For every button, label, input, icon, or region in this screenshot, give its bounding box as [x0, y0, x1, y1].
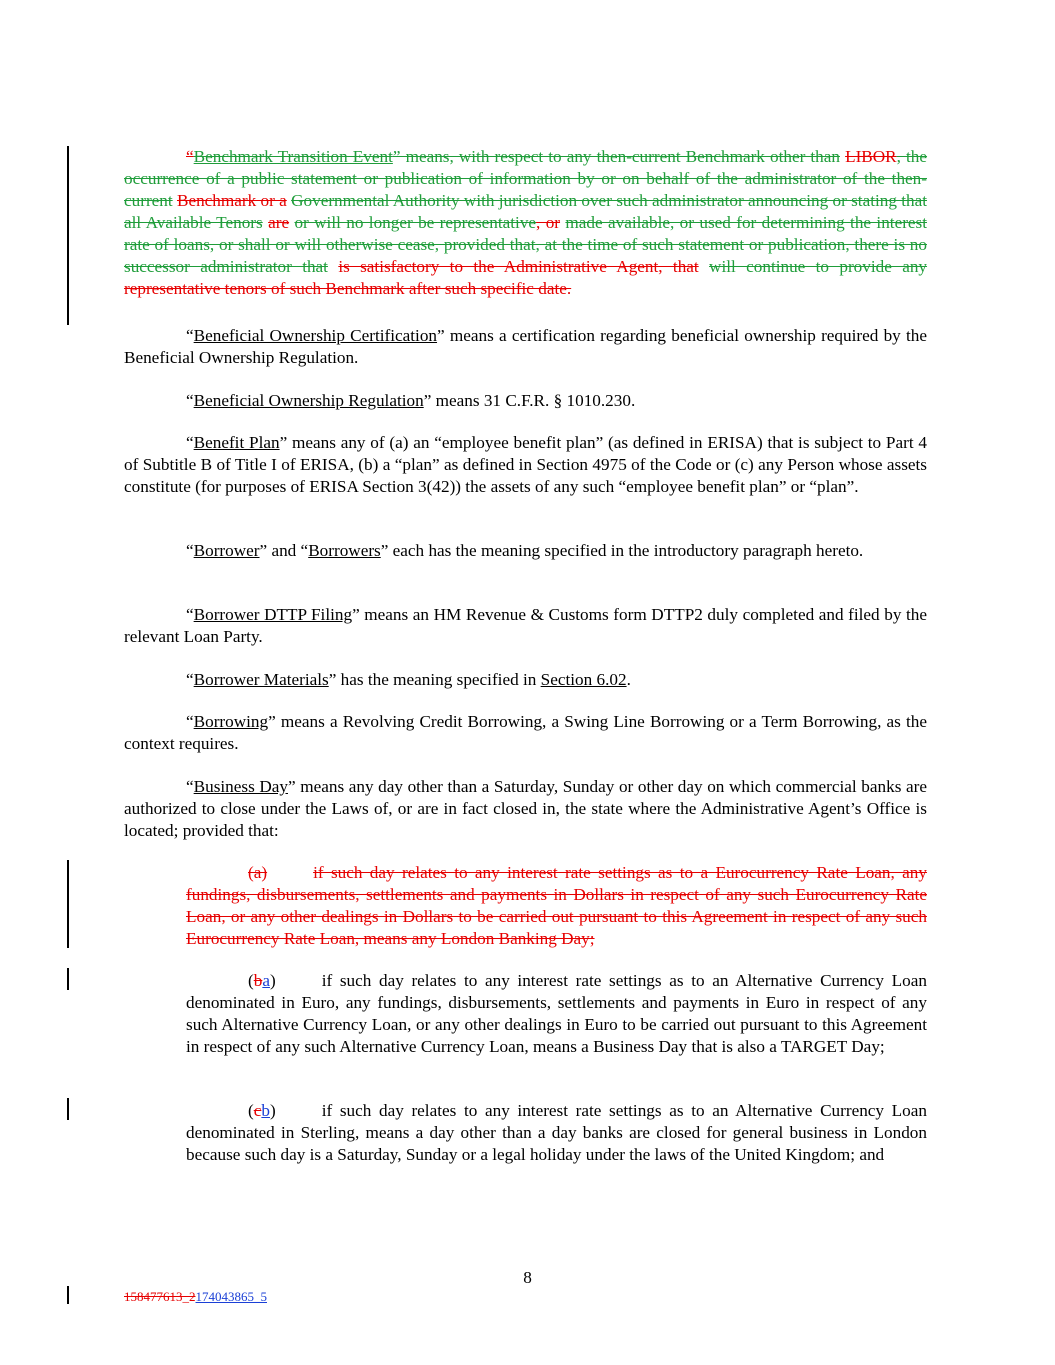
defined-term: Beneficial Ownership Certification	[193, 326, 438, 345]
change-bar	[67, 146, 69, 325]
defined-term: Business Day	[193, 777, 288, 796]
change-bar	[67, 968, 69, 990]
change-bar	[67, 1286, 69, 1304]
definition-beneficial-ownership-regulation: “Beneficial Ownership Regulation” means 31 C.F.R. § 1010.230.	[186, 391, 636, 410]
defined-term: Borrower DTTP Filing	[193, 605, 353, 624]
defined-term: Beneficial Ownership Regulation	[193, 391, 424, 410]
defined-term: Borrower	[193, 541, 260, 560]
clause-a-euro: (ba) if such day relates to any interest rate settings as to an Alternative Currency Loan denominated in Euro, any fundings, disbursements, settlements and payments in Euro in respect of any such Alternative Currency Loan, or any other dealings in Euro to be carried out pursuant to this Agreement in respect of any such Alternative Currency Loan, means a Business Day that is also a TARGET Day;	[186, 971, 927, 1056]
definition-borrower-materials: “Borrower Materials” has the meaning specified in Section 6.02.	[186, 670, 631, 689]
defined-term: Borrowers	[308, 541, 381, 560]
definition-borrower-dttp-filing: “Borrower DTTP Filing” means an HM Revenue & Customs form DTTP2 duly completed and filed by the relevant Loan Party.	[124, 605, 927, 646]
footer-document-id: 158477613_2174043865_5	[124, 1289, 267, 1304]
clause-a-deleted: (a) if such day relates to any interest rate settings as to a Eurocurrency Rate Loan, any fundings, disbursements, settlements and payments in Dollars in respect of any such Eurocurrency Rate Loan, or any other dealings in Dollars to be carried out pursuant to this Agreement in respect of any such Eurocurrency Rate Loan, means any London Banking Day;	[186, 863, 927, 948]
definition-beneficial-ownership-certification: “Beneficial Ownership Certification” means a certification regarding beneficial ownership required by the Beneficial Ownership Regulation.	[124, 326, 928, 367]
definition-borrowing: “Borrowing” means a Revolving Credit Borrowing, a Swing Line Borrowing or a Term Borrowing, as the context requires.	[124, 712, 927, 753]
change-bar	[67, 860, 69, 948]
clause-label: (a)	[248, 863, 268, 882]
defined-term: Borrower Materials	[193, 670, 329, 689]
definition-borrower: “Borrower” and “Borrowers” each has the meaning specified in the introductory paragraph hereto.	[186, 541, 864, 560]
defined-term: Benchmark Transition Event	[193, 147, 393, 166]
change-bar	[67, 1098, 69, 1120]
definition-benefit-plan: “Benefit Plan” means any of (a) an “employee benefit plan” (as defined in ERISA) that is subject to Part 4 of Subtitle B of Title I of ERISA, (b) a “plan” as defined in Section 4975 of the Code or (c) any Person whose assets constitute (for purposes of ERISA Section 3(42)) the assets of any such “employee benefit plan” or “plan”.	[124, 433, 927, 496]
defined-term: Benefit Plan	[193, 433, 280, 452]
section-reference: Section 6.02	[540, 670, 627, 689]
definition-benchmark-transition-event: “Benchmark Transition Event” means, with respect to any then-current Benchmark other than LIBOR, the occurrence of a public statement or publication of information by or on behalf of the administrator of the then-current Benchmark or a Governmental Authority with jurisdiction over such administrator announcing or stating that all Available Tenors are or will no longer be representative, or made available, or used for determining the interest rate of loans, or shall or will otherwise cease, provided that, at the time of such statement or publication, there is no successor administrator that is satisfactory to the Administrative Agent, that will continue to provide any representative tenors of such Benchmark after such specific date.	[124, 147, 928, 298]
page-number: 8	[523, 1268, 532, 1287]
definition-business-day: “Business Day” means any day other than a Saturday, Sunday or other day on which commercial banks are authorized to close under the Laws of, or are in fact closed in, the state where the Administrative Agent’s Office is located; provided that:	[124, 777, 927, 840]
defined-term: Borrowing	[193, 712, 269, 731]
clause-b-sterling: (cb) if such day relates to any interest rate settings as to an Alternative Currency Loan denominated in Sterling, means a day other than a day banks are closed for general business in London because such day is a Saturday, Sunday or a legal holiday under the laws of the United Kingdom; and	[186, 1101, 927, 1164]
